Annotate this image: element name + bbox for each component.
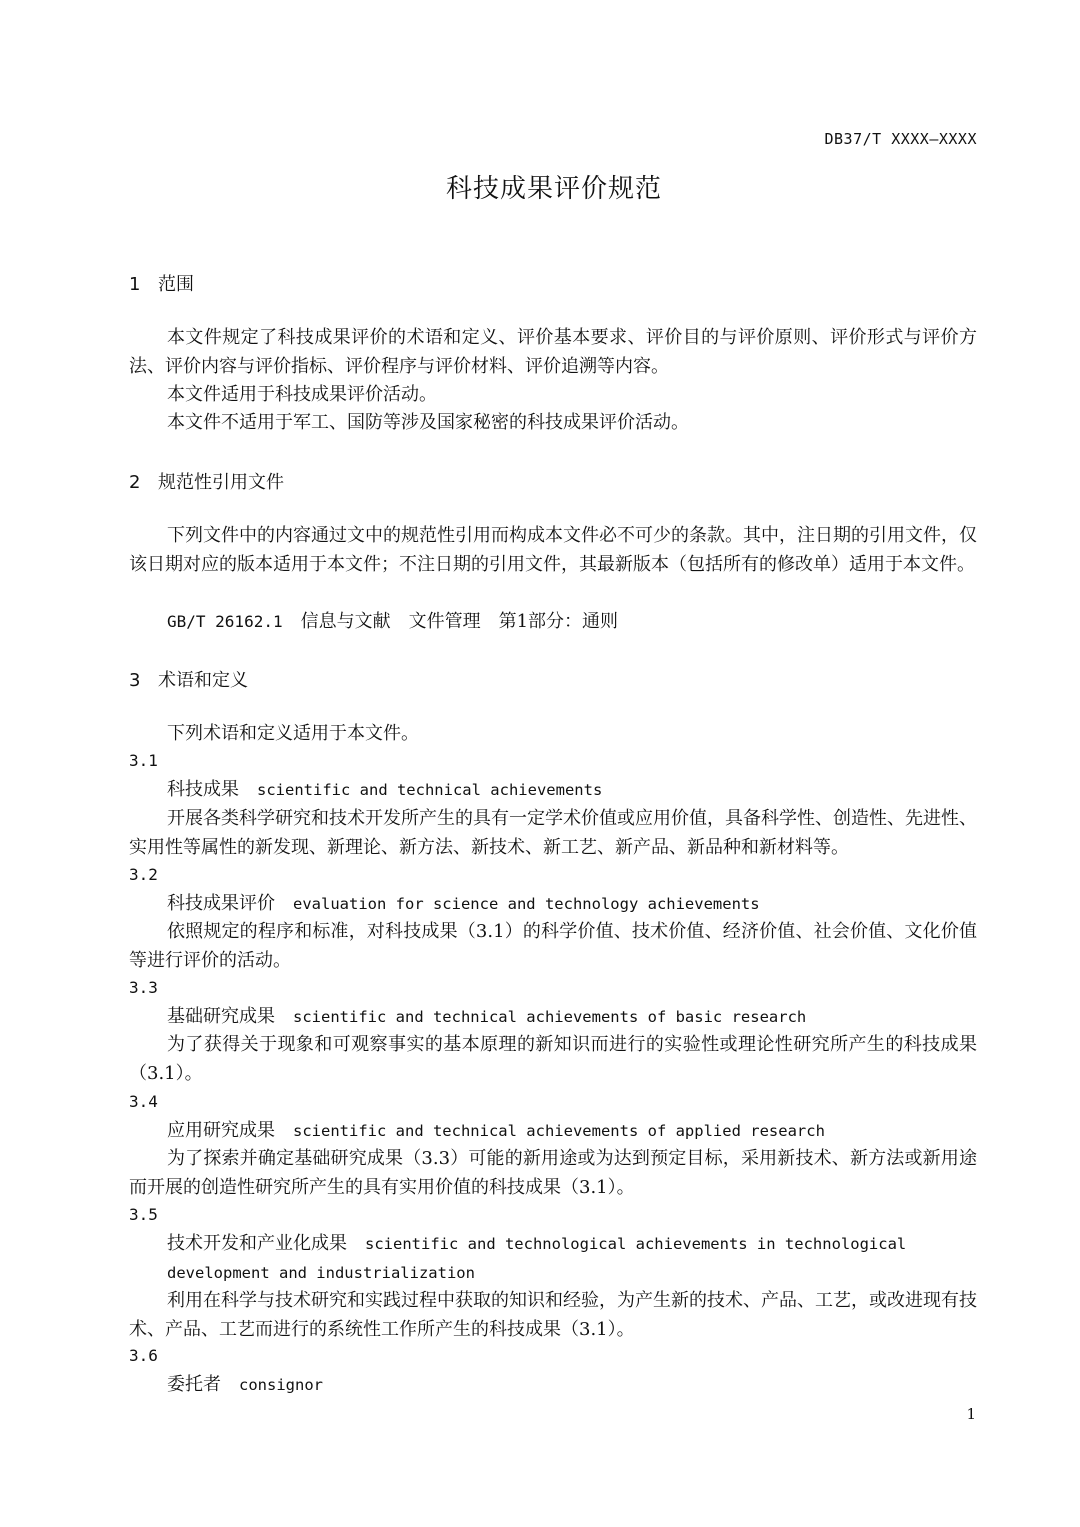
section-heading-scope	[129, 270, 194, 296]
term-english: evaluation for science and technology achievements	[293, 895, 760, 913]
paragraph: 本文件规定了科技成果评价的术语和定义、评价基本要求、评价目的与评价原则、评价形式与评价方法、评价内容与评价指标、评价程序与评价材料、评价追溯等内容。	[129, 327, 977, 377]
term-chinese: 委托者	[167, 1374, 221, 1395]
term-number: 3.4	[129, 1092, 158, 1111]
document-title: 科技成果评价规范	[445, 174, 662, 204]
section-title: 规范性引用文件	[158, 472, 284, 493]
term-number: 3.5	[129, 1205, 158, 1224]
paragraph: 本文件不适用于军工、国防等涉及国家秘密的科技成果评价活动。	[167, 412, 689, 433]
page-number: 1	[966, 1405, 976, 1423]
term-chinese: 科技成果评价	[167, 893, 275, 914]
term-number: 3.1	[129, 751, 158, 770]
term-definition: 利用在科学与技术研究和实践过程中获取的知识和经验，为产生新的技术、产品、工艺，或改进现有技术、产品、工艺而进行的系统性工作所产生的科技成果（3.1）。	[129, 1290, 977, 1340]
section-number: 3	[129, 670, 141, 691]
term-number: 3.3	[129, 978, 158, 997]
term-chinese: 科技成果	[167, 779, 239, 800]
reference-title: 信息与文献 文件管理 第1部分：通则	[300, 611, 619, 632]
term-entry	[167, 1230, 977, 1287]
term-number: 3.2	[129, 865, 158, 884]
section-number: 2	[129, 472, 141, 493]
section-heading-terms	[129, 666, 248, 692]
term-english: consignor	[239, 1376, 323, 1394]
paragraph: 本文件适用于科技成果评价活动。	[167, 384, 437, 405]
paragraph: 下列文件中的内容通过文中的规范性引用而构成本文件必不可少的条款。其中，注日期的引用文件，仅该日期对应的版本适用于本文件；不注日期的引用文件，其最新版本（包括所有的修改单）适用于本文件。	[129, 525, 977, 575]
term-english: scientific and technical achievements	[257, 781, 603, 799]
section-title: 术语和定义	[158, 670, 248, 691]
term-english: scientific and technical achievements of basic research	[293, 1008, 807, 1026]
term-number: 3.6	[129, 1346, 158, 1365]
paragraph: 下列术语和定义适用于本文件。	[167, 723, 419, 744]
term-chinese: 应用研究成果	[167, 1120, 275, 1141]
term-definition: 为了探索并确定基础研究成果（3.3）可能的新用途或为达到预定目标，采用新技术、新方法或新用途而开展的创造性研究所产生的具有实用价值的科技成果（3.1）。	[129, 1148, 977, 1198]
reference-entry	[167, 607, 618, 633]
reference-code: GB/T 26162.1	[167, 612, 283, 631]
term-entry	[167, 1371, 977, 1400]
term-definition: 为了获得关于现象和可观察事实的基本原理的新知识而进行的实验性或理论性研究所产生的科技成果（3.1）。	[129, 1034, 977, 1084]
document-code: DB37/T XXXX—XXXX	[824, 130, 977, 148]
term-entry	[167, 890, 977, 919]
term-chinese: 基础研究成果	[167, 1006, 275, 1027]
section-title: 范围	[158, 274, 194, 295]
term-definition: 依照规定的程序和标准，对科技成果（3.1）的科学价值、技术价值、经济价值、社会价值、文化价值等进行评价的活动。	[129, 921, 977, 971]
section-number: 1	[129, 274, 141, 295]
term-english: scientific and technological achievements in technological development and industrialization	[167, 1235, 907, 1282]
term-definition: 开展各类科学研究和技术开发所产生的具有一定学术价值或应用价值，具备科学性、创造性、先进性、实用性等属性的新发现、新理论、新方法、新技术、新工艺、新产品、新品种和新材料等。	[129, 808, 977, 858]
term-entry	[167, 776, 977, 805]
term-english: scientific and technical achievements of applied research	[293, 1122, 825, 1140]
term-entry	[167, 1117, 977, 1146]
term-chinese: 技术开发和产业化成果	[167, 1233, 347, 1254]
section-heading-normative-references	[129, 468, 284, 494]
term-entry	[167, 1003, 977, 1032]
